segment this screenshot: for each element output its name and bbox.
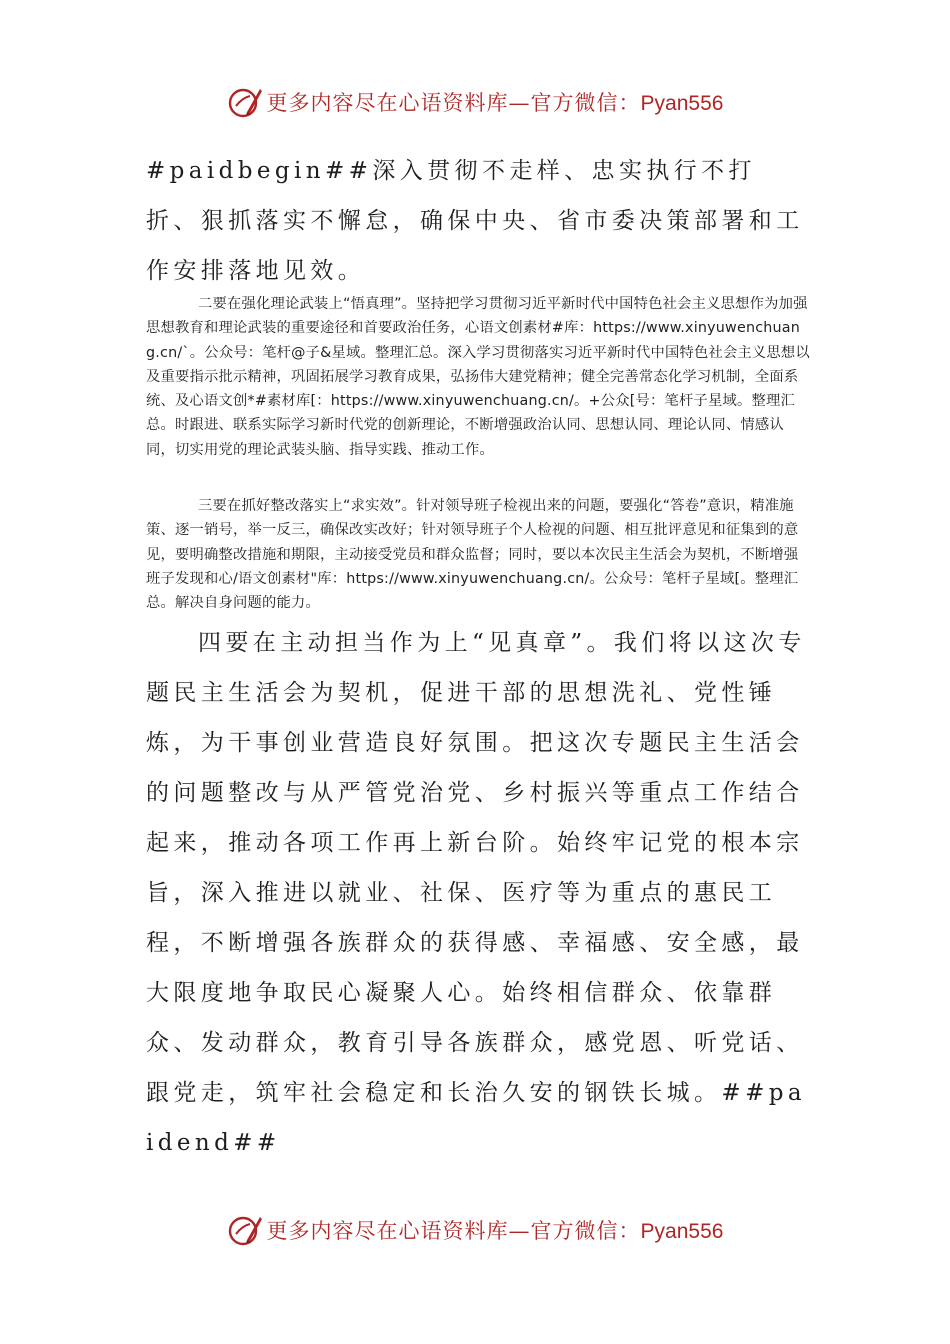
paragraph-responsibility: 四要在主动担当作为上“见真章”。我们将以这次专题民主生活会为契机，促进干部的思想洗礼、党性锤炼，为干事创业营造良好氛围。把这次专题民主生活会的问题整改与从严管党治党、乡村振兴等重点工作结合起来，推动各项工作再上新台阶。始终牢记党的根本宗旨，深入推进以就业、社保、医疗等为重点的惠民工程，不断增强各族群众的获得感、幸福感、安全感，最大限度地争取民心凝聚人心。始终相信群众、依靠群众、发动群众，教育引导各族群众，感党恩、听党话、跟党走，筑牢社会稳定和长治久安的钢铁长城。##paidend## xyxy=(146,630,806,1156)
header-banner xyxy=(0,78,950,126)
footer-banner xyxy=(0,1206,950,1254)
banner-slogan: 更多内容尽在心语资料库—官方微信： xyxy=(266,1219,641,1243)
wechat-account: Pyan556 xyxy=(640,92,724,115)
pen-circle-logo-icon xyxy=(227,1212,263,1248)
paragraph-theory-study: 二要在强化理论武装上“悟真理”。坚持把学习贯彻习近平新时代中国特色社会主义思想作为加强思想教育和理论武装的重要途径和首要政治任务，心语文创素材#库：https://www.xinyuwenchuang.cn/`。公众号：笔杆@子&星域。整理汇总。深入学习贯彻落实习近平新时代中国特色社会主义思想以及重要指示批示精神，巩固拓展学习教育成果，弘扬伟大建党精神；健全完善常态化学习机制，全面系统、及心语文创*#素材库[：https://www.xinyuwenchuang.cn/。+公众[号：笔杆子星域。整理汇总。时跟进、联系实际学习新时代党的创新理论，不断增强政治认同、思想认同、理论认同、情感认同，切实用党的理论武装头脑、指导实践、推动工作。 xyxy=(146,296,810,458)
paragraph-rectification: 三要在抓好整改落实上“求实效”。针对领导班子检视出来的问题，要强化“答卷”意识，精准施策、逐一销号，举一反三，确保改实改好；针对领导班子个人检视的问题、相互批评意见和征集到的意见，要明确整改措施和期限，主动接受党员和群众监督；同时，要以本次民主生活会为契机，不断增强班子发现和心/语文创素材"库：https://www.xinyuwenchuang.cn/。公众号：笔杆子星域[。整理汇总。解决自身问题的能力。 xyxy=(146,498,799,612)
pen-circle-logo-icon xyxy=(227,84,263,120)
wechat-account: Pyan556 xyxy=(640,1220,724,1243)
banner-text xyxy=(267,1215,724,1245)
paragraph-continuation: #paidbegin##深入贯彻不走样、忠实执行不打折、狠抓落实不懈怠，确保中央、省市委决策部署和工作安排落地见效。 xyxy=(146,158,804,284)
banner-slogan: 更多内容尽在心语资料库—官方微信： xyxy=(266,91,641,115)
banner-text xyxy=(267,87,724,117)
